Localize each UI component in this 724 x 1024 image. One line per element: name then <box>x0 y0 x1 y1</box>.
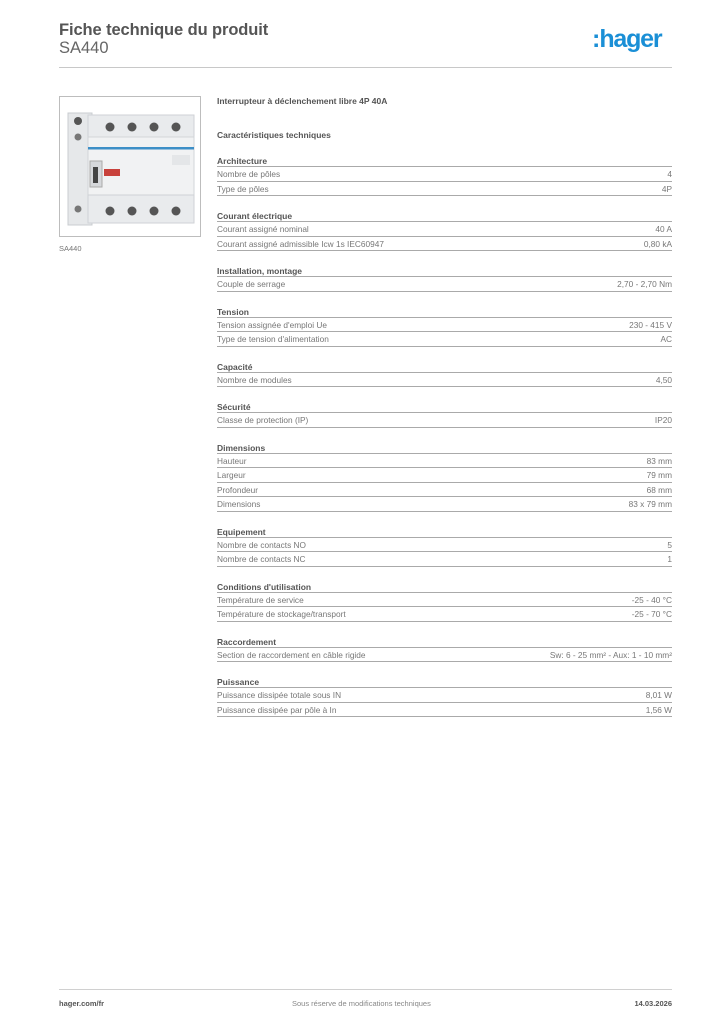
spec-label: Type de pôles <box>217 183 269 194</box>
spec-label: Puissance dissipée par pôle à In <box>217 704 337 715</box>
spec-group <box>217 306 672 347</box>
product-description: Interrupteur à déclenchement libre 4P 40A <box>217 96 388 106</box>
spec-value: Sw: 6 - 25 mm² - Aux: 1 - 10 mm² <box>549 649 672 660</box>
footer-disclaimer: Sous réserve de modifications techniques <box>292 999 431 1008</box>
logo-text: hager <box>599 25 662 53</box>
spec-label: Largeur <box>217 470 246 480</box>
spec-row <box>217 332 672 347</box>
spec-label: Hauteur <box>217 455 247 466</box>
product-reference: SA440 <box>59 39 109 57</box>
spec-value: AC <box>660 334 672 344</box>
circuit-breaker-illustration <box>60 97 200 236</box>
spec-label: Section de raccordement en câble rigide <box>217 649 366 660</box>
spec-row <box>217 703 672 718</box>
spec-value: 1 <box>667 554 672 564</box>
spec-section-title: Caractéristiques techniques <box>217 130 331 140</box>
spec-row <box>217 167 672 182</box>
spec-group <box>217 581 672 622</box>
spec-row <box>217 552 672 567</box>
footer-website-link[interactable]: hager.com/fr <box>59 999 105 1008</box>
product-image-caption: SA440 <box>59 244 82 253</box>
spec-group-title: Puissance <box>217 676 672 688</box>
spec-label: Courant assigné nominal <box>217 224 309 234</box>
spec-row <box>217 222 672 237</box>
spec-sheet <box>217 95 672 717</box>
spec-group <box>217 442 672 512</box>
spec-group <box>217 676 672 717</box>
logo-colon: : <box>592 25 600 53</box>
spec-row <box>217 318 672 333</box>
spec-group-title: Courant électrique <box>217 210 672 222</box>
spec-value: -25 - 40 °C <box>631 594 672 605</box>
product-image <box>59 96 201 237</box>
hager-logo[interactable] <box>592 27 661 52</box>
spec-row <box>217 277 672 292</box>
spec-label: Nombre de contacts NO <box>217 539 306 550</box>
spec-group-title: Installation, montage <box>217 265 672 277</box>
spec-value: 83 x 79 mm <box>628 499 672 509</box>
spec-label: Nombre de pôles <box>217 169 281 179</box>
spec-group <box>217 265 672 292</box>
spec-value: 79 mm <box>646 470 672 480</box>
spec-label: Couple de serrage <box>217 279 286 289</box>
spec-label: Profondeur <box>217 484 259 495</box>
spec-row <box>217 373 672 388</box>
spec-value: 2,70 - 2,70 Nm <box>617 279 672 289</box>
spec-row <box>217 497 672 512</box>
spec-group-title: Capacité <box>217 361 672 373</box>
spec-value: 230 - 415 V <box>629 319 672 330</box>
spec-row <box>217 593 672 608</box>
spec-group <box>217 361 672 388</box>
spec-group-title: Conditions d'utilisation <box>217 581 672 593</box>
spec-group-title: Raccordement <box>217 636 672 648</box>
spec-label: Dimensions <box>217 499 261 509</box>
spec-groups <box>217 155 672 717</box>
spec-label: Nombre de contacts NC <box>217 554 306 564</box>
spec-row <box>217 688 672 703</box>
spec-value: 83 mm <box>646 455 672 466</box>
spec-row <box>217 413 672 428</box>
spec-value: 5 <box>667 539 672 550</box>
spec-row <box>217 182 672 197</box>
spec-row <box>217 607 672 622</box>
spec-value: 0,80 kA <box>643 238 672 249</box>
spec-row <box>217 483 672 498</box>
spec-value: -25 - 70 °C <box>631 609 672 619</box>
spec-value: IP20 <box>654 415 672 425</box>
spec-value: 68 mm <box>646 484 672 495</box>
spec-group-title: Tension <box>217 306 672 318</box>
footer-divider <box>59 989 672 990</box>
spec-row <box>217 454 672 469</box>
document-title: Fiche technique du produit <box>59 21 269 39</box>
spec-row <box>217 648 672 663</box>
spec-group-title: Sécurité <box>217 401 672 413</box>
spec-value: 8,01 W <box>645 690 672 700</box>
spec-label: Puissance dissipée totale sous IN <box>217 690 342 700</box>
spec-group-title: Equipement <box>217 526 672 538</box>
spec-group-title: Dimensions <box>217 442 672 454</box>
spec-value: 4 <box>667 169 672 179</box>
spec-group <box>217 210 672 251</box>
footer-date: 14.03.2026 <box>634 999 672 1008</box>
spec-label: Tension assignée d'emploi Ue <box>217 319 327 330</box>
spec-label: Classe de protection (IP) <box>217 415 309 425</box>
spec-value: 4P <box>661 183 672 194</box>
spec-group-title: Architecture <box>217 155 672 167</box>
spec-label: Courant assigné admissible Icw 1s IEC60947 <box>217 238 384 249</box>
header-divider <box>59 67 672 68</box>
spec-row <box>217 538 672 553</box>
spec-group <box>217 636 672 663</box>
spec-row <box>217 468 672 483</box>
spec-label: Température de stockage/transport <box>217 609 346 619</box>
spec-label: Température de service <box>217 594 304 605</box>
spec-label: Type de tension d'alimentation <box>217 334 329 344</box>
spec-row <box>217 237 672 252</box>
spec-group <box>217 155 672 196</box>
spec-group <box>217 401 672 428</box>
spec-label: Nombre de modules <box>217 374 292 385</box>
spec-group <box>217 526 672 567</box>
spec-value: 4,50 <box>655 374 672 385</box>
spec-value: 1,56 W <box>645 704 672 715</box>
spec-value: 40 A <box>655 224 672 234</box>
